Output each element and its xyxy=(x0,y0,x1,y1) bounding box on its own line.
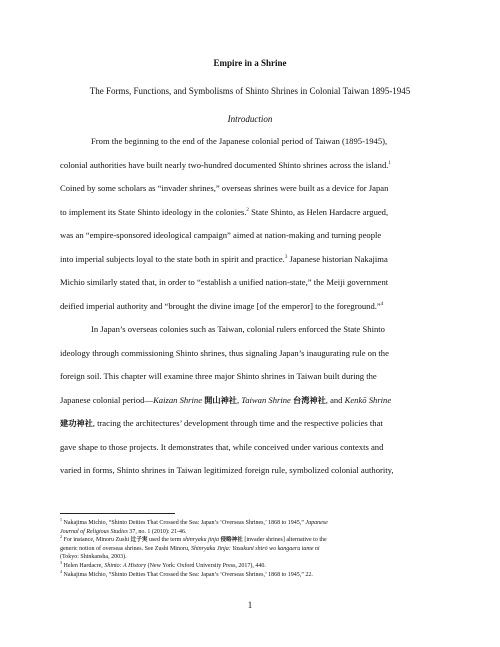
footnote-ref-1[interactable]: 1 xyxy=(388,160,391,166)
line-text: Japanese colonial period— xyxy=(60,394,154,405)
shrine-name-kenko: Kenkō Shrine xyxy=(344,394,392,405)
paragraph-line: gave shape to those projects. It demonstrates that, while conceived under various contexts and xyxy=(60,441,384,452)
footnote-text: [invader shrines] alternative to the xyxy=(242,537,327,544)
paragraph-line: Coined by some scholars as “invader shrines,” overseas shrines were built as a device for Japan xyxy=(60,183,389,193)
paragraph-1 xyxy=(60,130,445,318)
footnote-2-cont: (Tokyo: Shinkansha, 2003). xyxy=(60,554,127,561)
footnote-number: 2 xyxy=(60,534,62,540)
paragraph-line xyxy=(60,154,445,178)
paragraph-line xyxy=(60,412,445,436)
line-text: , and xyxy=(325,394,345,405)
footnote-1 xyxy=(60,519,445,528)
footnote-separator xyxy=(60,513,175,514)
shrine-name-kaizan-jp: 開山神社 xyxy=(204,394,237,405)
paragraph-line: Michio similarly stated that, in order to “establish a unified nation-state,” the Meiji government xyxy=(60,277,389,287)
footnote-number: 4 xyxy=(60,568,62,574)
paragraph-line: was an “empire-sponsored ideological campaign” aimed at nation-making and turning people xyxy=(60,230,382,240)
line-text: , tracing the architectures’ development through time and the respective policies that xyxy=(92,418,383,428)
shrine-name-taiwan: Taiwan Shrine xyxy=(241,394,291,405)
footnote-number: 1 xyxy=(60,517,62,522)
paragraph-line: foreign soil. This chapter will examine three major Shinto shrines in Taiwan built during the xyxy=(60,371,377,381)
footnote-term-jp: 侵略神社 xyxy=(220,537,243,544)
paragraph-line xyxy=(60,248,445,272)
paragraph-line: From the beginning to the end of the Japanese colonial period of Taiwan (1895-1945), xyxy=(91,136,388,146)
paragraph-2 xyxy=(60,318,445,483)
footnote-text: Nakajima Michio, “Shinto Deities That Crossed the Sea: Japan’s ‘Overseas Shrines,’ 1868 to 1945,” xyxy=(62,520,306,526)
footnote-number: 3 xyxy=(60,559,62,565)
footnote-term: shinryaku jinja xyxy=(182,537,219,544)
shrine-name-taiwan-jp: 台湾神社 xyxy=(293,394,326,405)
footnote-book: Shinryaku Jinja: Yasukuni shirō wo kangaeru tame ni xyxy=(190,545,320,552)
paragraph-line: varied in forms, Shinto shrines in Taiwan legitimized foreign rule, symbolized colonial authority, xyxy=(60,465,394,475)
line-text: , xyxy=(236,394,242,405)
line-text: State Shinto, as Helen Hardacre argued, xyxy=(248,206,389,217)
footnote-3 xyxy=(60,559,445,571)
footnote-author-jp: 辻子実 xyxy=(130,537,148,544)
footnote-ref-2[interactable]: 2 xyxy=(246,207,249,213)
line-text: into imperial subjects loyal to the state both in spirit and practice. xyxy=(60,253,285,264)
paragraph-line xyxy=(60,389,445,413)
footnote-2-cont xyxy=(60,545,445,554)
footnote-1-cont xyxy=(60,528,445,540)
line-text: colonial authorities have built nearly two-hundred documented Shinto shrines across the island. xyxy=(60,159,389,170)
footnote-ref-3[interactable]: 3 xyxy=(284,254,288,260)
footnote-4 xyxy=(60,568,445,580)
paragraph-line xyxy=(60,201,445,225)
line-text: Japanese historian Nakajima xyxy=(287,253,388,264)
footnote-text: Helen Hardacre, xyxy=(62,562,105,569)
footnote-journal: Journal of Religious Studies xyxy=(60,528,128,535)
shrine-name-kaizan: Kaizan Shrine xyxy=(153,394,203,405)
footnote-ref-4[interactable]: 4 xyxy=(380,301,384,307)
section-heading: Introduction xyxy=(227,114,273,124)
footnote-book: Shinto: A History xyxy=(104,562,147,569)
footnote-text: (New York: Oxford University Press, 2017), 440. xyxy=(146,562,266,569)
footnote-text: 37, no. 1 (2010): 21-46. xyxy=(127,528,187,535)
paragraph-line: ideology through commissioning Shinto shrines, thus signaling Japan’s inaugurating rule on the xyxy=(60,347,389,358)
paragraph-line xyxy=(60,295,445,319)
paragraph-line: In Japan’s overseas colonies such as Taiwan, colonial rulers enforced the State Shinto xyxy=(91,324,385,334)
footnote-journal: Japanese xyxy=(305,520,328,526)
footnote-text: For instance, Minoru Zushi xyxy=(62,537,131,544)
footnote-text: generic notion of overseas shrines. See Zushi Minoru, xyxy=(60,545,191,552)
document-subtitle: The Forms, Functions, and Symbolisms of Shinto Shrines in Colonial Taiwan 1895-1945 xyxy=(89,86,411,96)
footnotes xyxy=(60,519,445,579)
footnote-text: Nakajima Michio, “Shinto Deities That Crossed the Sea: Japan’s ‘Overseas Shrines,’ 1868 to 1945,” 22. xyxy=(62,571,313,578)
footnote-text: used the term xyxy=(147,537,183,544)
footnote-2 xyxy=(60,536,445,545)
document-title: Empire in a Shrine xyxy=(213,58,287,68)
line-text: to implement its State Shinto ideology in the colonies. xyxy=(60,206,247,217)
shrine-name-kenko-jp: 建功神社 xyxy=(60,418,93,428)
line-text: deified imperial authority and “brought the divine image [of the emperor] to the foreground.” xyxy=(60,300,381,311)
page-number: 1 xyxy=(247,600,253,610)
